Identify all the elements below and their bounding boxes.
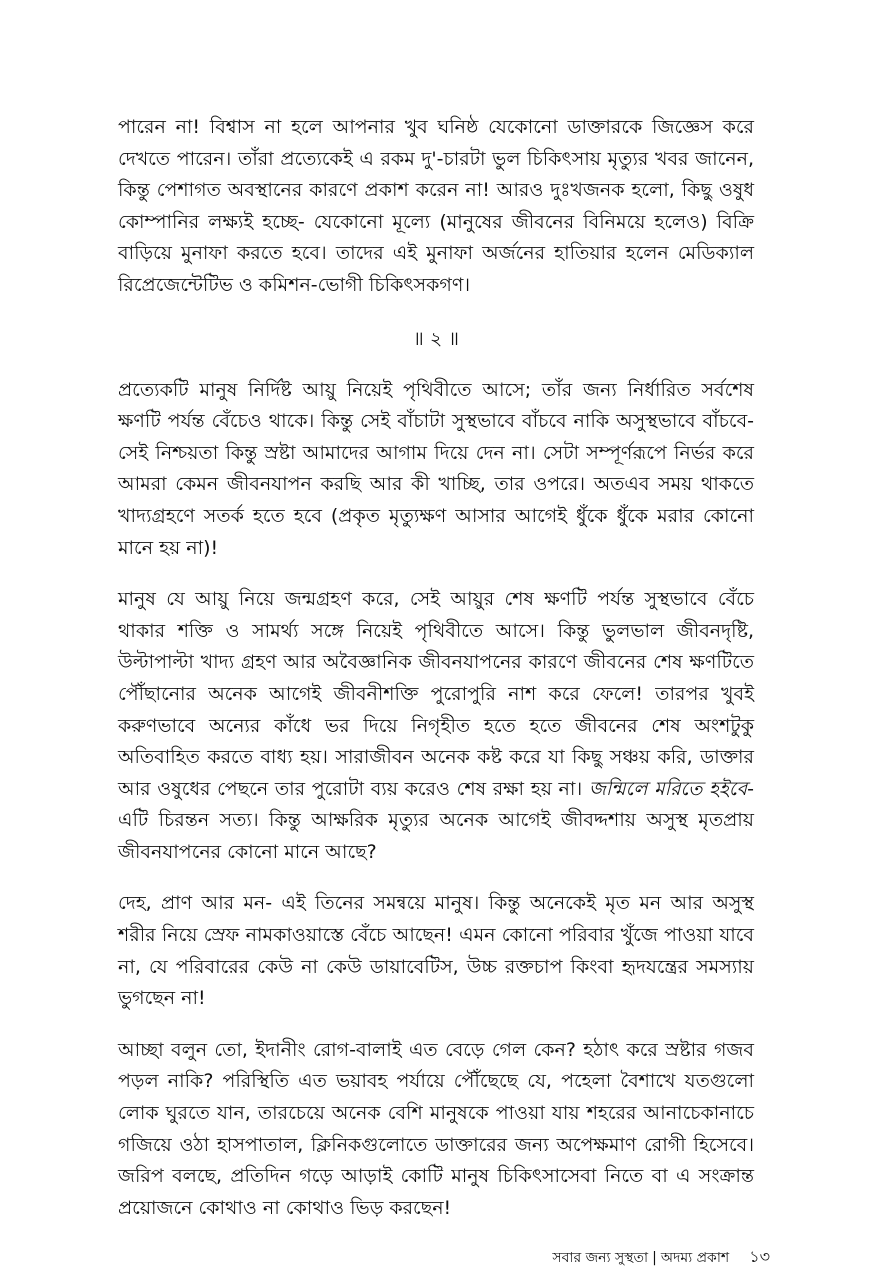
footer-separator: | (652, 1250, 657, 1266)
page-footer (552, 1248, 770, 1267)
paragraph-3-start: মানুষ যে আয়ু নিয়ে জন্মগ্রহণ করে, সেই আয়ুর শেষ ক্ষণটি পর্যন্ত সুস্থভাবে বেঁচে থাকার শক্তি ও সামর্থ্য সঙ্গে নিয়েই পৃথিবীতে আসে। কিন্তু ভুলভাল জীবনদৃষ্টি, উল্টাপাল্টা খাদ্য গ্রহণ আর অবৈজ্ঞানিক জীবনযাপনের কারণে জীবনের শেষ ক্ষণটিতে পৌঁছানোর অনেক আগেই জীবনীশক্তি পুরোপুরি নাশ করে ফেলে! তারপর খুবই করুণভাবে অন্যের কাঁধে ভর দিয়ে নিগৃহীত হতে হতে জীবনের শেষ অংশটুকু অতিবাহিত করতে বাধ্য হয়। সারাজীবন অনেক কষ্ট করে যা কিছু সঞ্চয় করি, ডাক্তার আর ওষুধের পেছনে তার পুরোটা ব্যয় করেও শেষ রক্ষা হয় না। (118, 588, 754, 800)
paragraph-3-italic-quote: জন্মিলে মরিতে হইবে (588, 777, 748, 800)
page-number: ১৩ (749, 1247, 770, 1266)
footer-publisher: অদম্য প্রকাশ (660, 1250, 730, 1266)
paragraph-5: আচ্ছা বলুন তো, ইদানীং রোগ-বালাই এত বেড়ে গেল কেন? হঠাৎ করে স্রষ্টার গজব পড়ল নাকি? পরিস্থিতি এত ভয়াবহ পর্যায়ে পৌঁছেছে যে, পহেলা বৈশাখে যতগুলো লোক ঘুরতে যান, তারচেয়ে অনেক বেশি মানুষকে পাওয়া যায় শহরের আনাচেকানাচে গজিয়ে ওঠা হাসপাতাল, ক্লিনিকগুলোতে ডাক্তারের জন্য অপেক্ষমাণ রোগী হিসেবে। জরিপ বলছে, প্রতিদিন গড়ে আড়াই কোটি মানুষ চিকিৎসাসেবা নিতে বা এ সংক্রান্ত প্রয়োজনে কোথাও না কোথাও ভিড় করছেন! (118, 1038, 754, 1219)
paragraph-2: প্রত্যেকটি মানুষ নির্দিষ্ট আয়ু নিয়েই পৃথিবীতে আসে; তাঁর জন্য নির্ধারিত সর্বশেষ ক্ষণটি পর্যন্ত বেঁচেও থাকে। কিন্তু সেই বাঁচাটা সুস্থভাবে বাঁচবে নাকি অসুস্থভাবে বাঁচবে- সেই নিশ্চয়তা কিন্তু স্রষ্টা আমাদের আগাম দিয়ে দেন না। সেটা সম্পূর্ণরূপে নির্ভর করে আমরা কেমন জীবনযাপন করছি আর কী খাচ্ছি, তার ওপরে। অতএব সময় থাকতে খাদ্যগ্রহণে সতর্ক হতে হবে (প্রকৃত মৃত্যুক্ষণ আসার আগেই ধুঁকে ধুঁকে মরার কোনো মানে হয় না)! (118, 378, 754, 559)
footer-book-title: সবার জন্য সুস্থতা (552, 1250, 649, 1266)
paragraph-3-end: - এটি চিরন্তন সত্য। কিন্তু আক্ষরিক মৃত্যুর অনেক আগেই জীবদ্দশায় অসুস্থ মৃতপ্রায় জীবনযাপনের কোনো মানে আছে? (118, 777, 754, 863)
page-body (118, 112, 754, 1224)
section-marker: ॥ ২ ॥ (413, 327, 459, 350)
paragraph-1: পারেন না! বিশ্বাস না হলে আপনার খুব ঘনিষ্ঠ যেকোনো ডাক্তারকে জিজ্ঞেস করে দেখতে পারেন। তাঁরা প্রত্যেকেই এ রকম দু'-চারটা ভুল চিকিৎসায় মৃত্যুর খবর জানেন, কিন্তু পেশাগত অবস্থানের কারণে প্রকাশ করেন না! আরও দুঃখজনক হলো, কিছু ওষুধ কোম্পানির লক্ষ্যই হচ্ছে- যেকোনো মূল্যে (মানুষের জীবনের বিনিময়ে হলেও) বিক্রি বাড়িয়ে মুনাফা করতে হবে। তাদের এই মুনাফা অর্জনের হাতিয়ার হলেন মেডিক্যাল রিপ্রেজেন্টেটিভ ও কমিশন-ভোগী চিকিৎসকগণ। (118, 116, 754, 296)
paragraph-3 (118, 584, 754, 868)
paragraph-4: দেহ, প্রাণ আর মন- এই তিনের সমন্বয়ে মানুষ। কিন্তু অনেকেই মৃত মন আর অসুস্থ শরীর নিয়ে স্রেফ নামকাওয়াস্তে বেঁচে আছেন! এমন কোনো পরিবার খুঁজে পাওয়া যাবে না, যে পরিবারের কেউ না কেউ ডায়াবেটিস, উচ্চ রক্তচাপ কিংবা হৃদযন্ত্রের সমস্যায় ভুগছেন না! (118, 892, 754, 1010)
